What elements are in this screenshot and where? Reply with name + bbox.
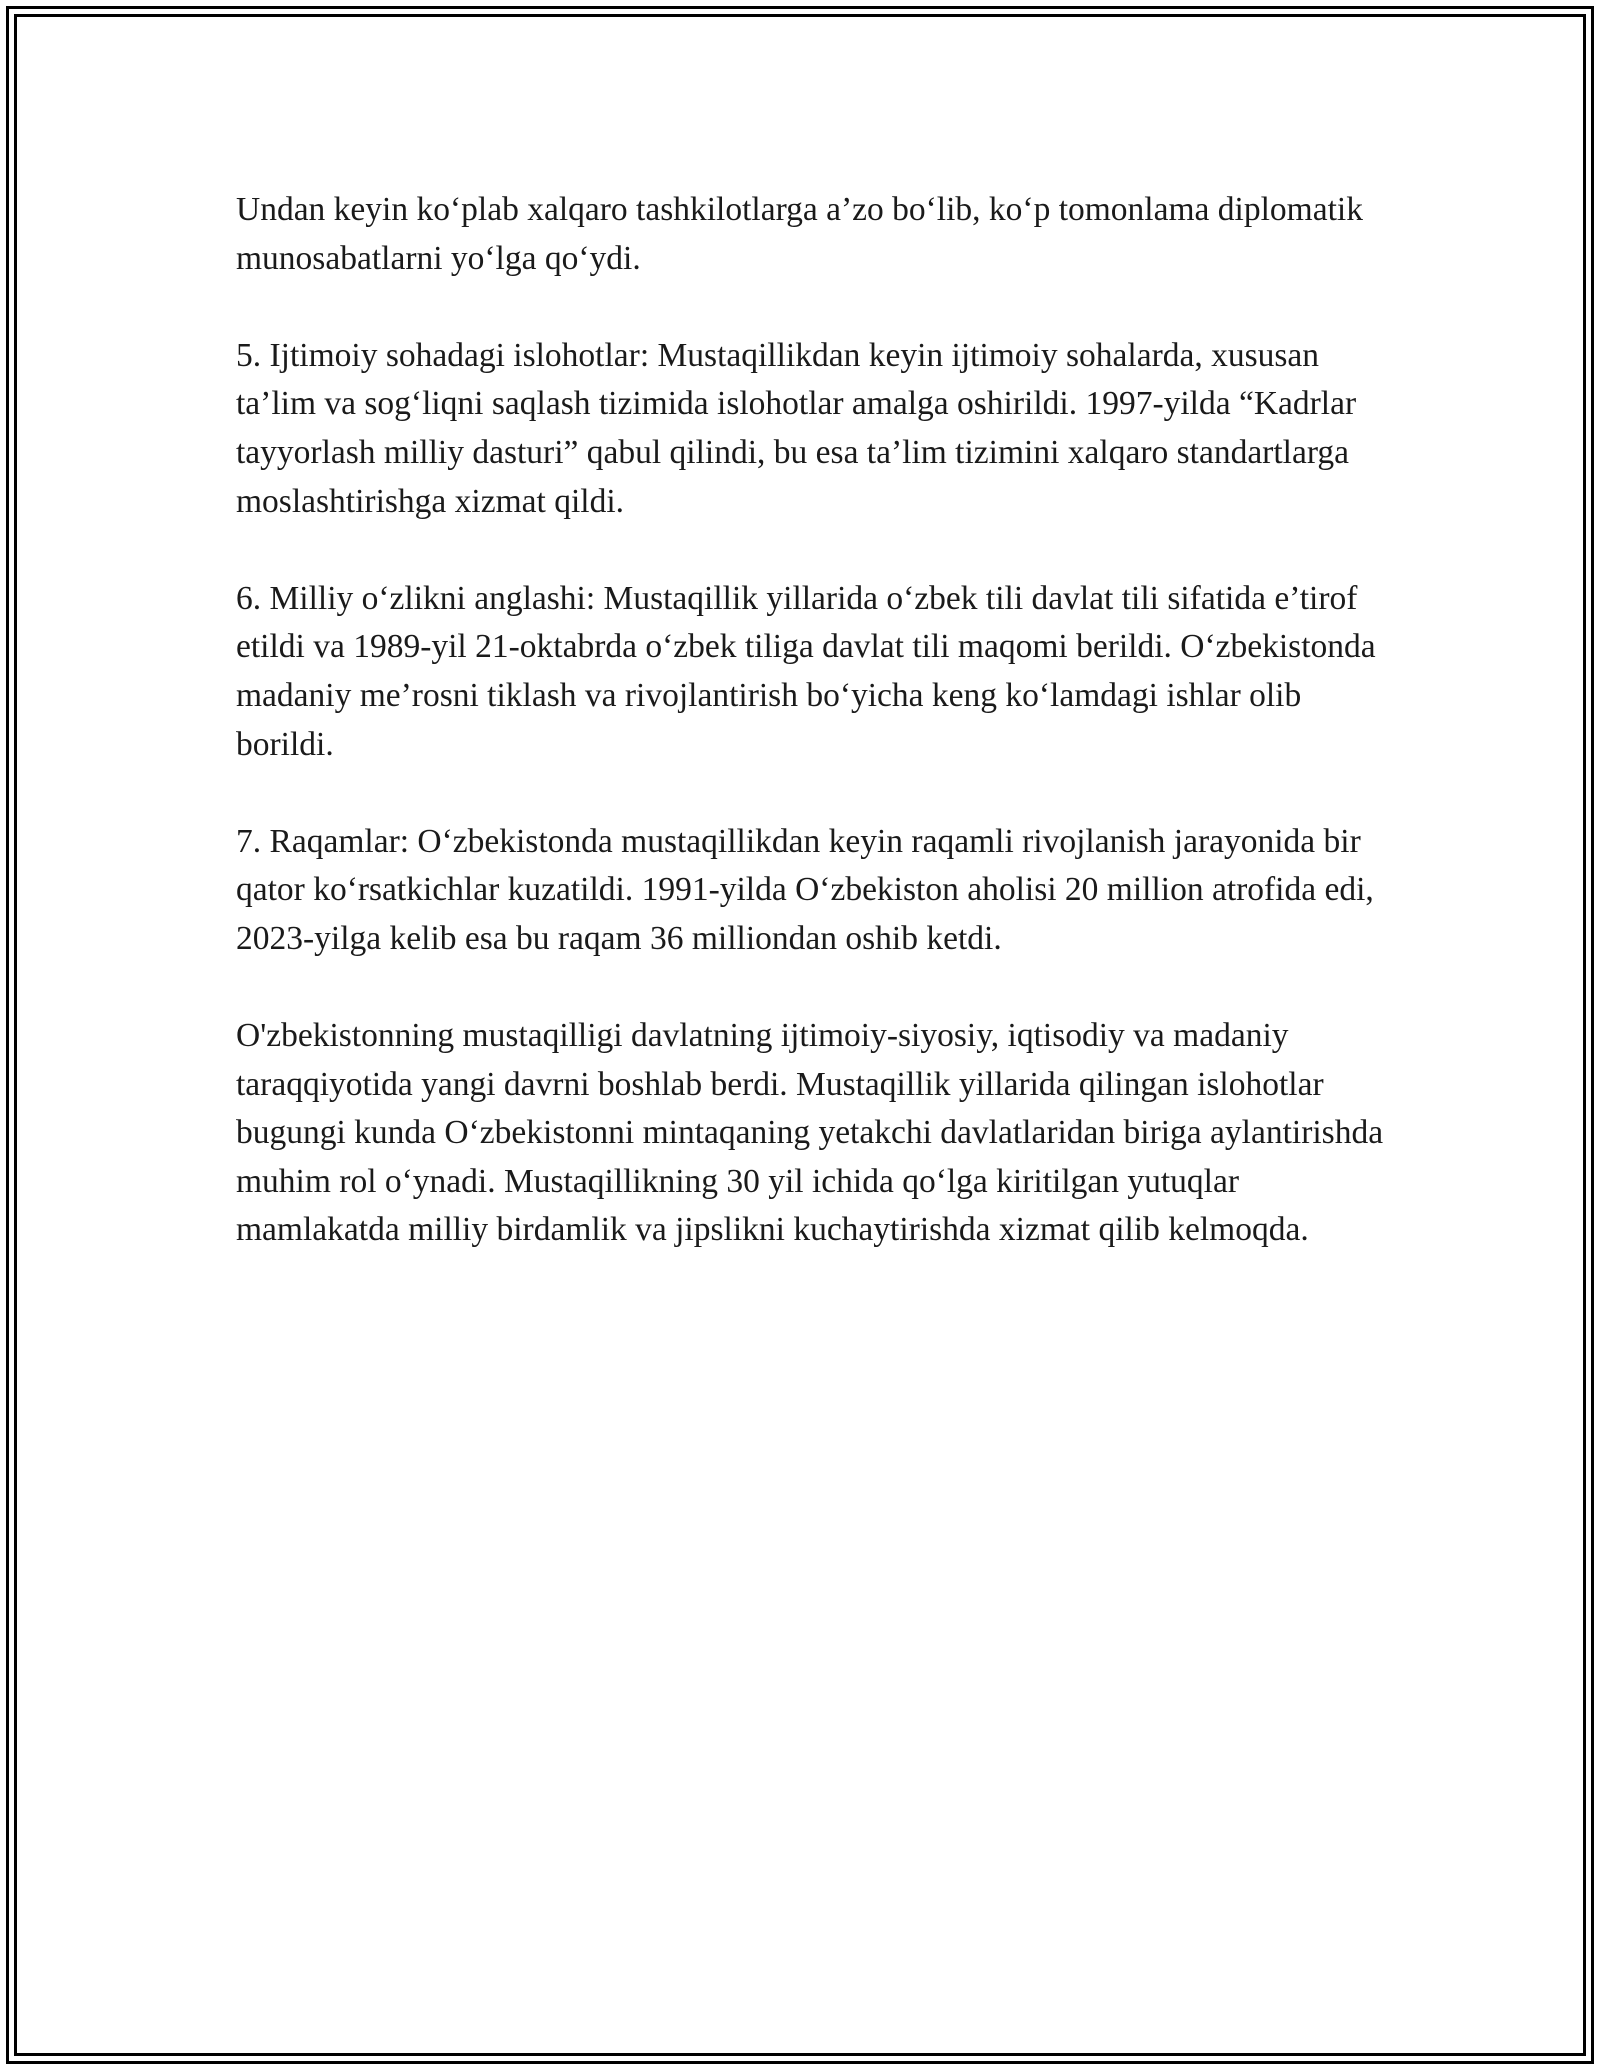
paragraph-national-identity: 6. Milliy o‘zlikni anglashi: Mustaqillik yillarida o‘zbek tili davlat tili sifatida e’tirof etildi va 1989-yil 21-oktabrda o‘zbek tiliga davlat tili maqomi berildi. O‘zbekistonda madaniy me’rosni tiklash va rivojlantirish bo‘yicha keng ko‘lamdagi ishlar olib borildi. — [236, 579, 1376, 763]
paragraph-intro: Undan keyin ko‘plab xalqaro tashkilotlarga a’zo bo‘lib, ko‘p tomonlama diplomatik munosabatlarni yo‘lga qo‘ydi. — [236, 191, 1363, 277]
paragraph-conclusion: O'zbekistonning mustaqilligi davlatning ijtimoiy-siyosiy, iqtisodiy va madaniy taraqqiyotida yangi davrni boshlab berdi. Mustaqillik yillarida qilingan islohotlar bugungi kunda O‘zbekistonni mintaqaning yetakchi davlatlaridan biriga aylantirishda muhim rol o‘ynadi. Mustaqillikning 30 yil ichida qo‘lga kiritilgan yutuqlar mamlakatda milliy birdamlik va jipslikni kuchaytirishda xizmat qilib kelmoqda. — [236, 1017, 1384, 1249]
paragraph-figures: 7. Raqamlar: O‘zbekistonda mustaqillikdan keyin raqamli rivojlanish jarayonida bir qator ko‘rsatkichlar kuzatildi. 1991-yilda O‘zbekiston aholisi 20 million atrofida edi, 2023-yilga kelib esa bu raqam 36 milliondan oshib ketdi. — [236, 822, 1374, 957]
document-body — [236, 186, 1386, 1304]
paragraph-social-reforms: 5. Ijtimoiy sohadagi islohotlar: Mustaqillikdan keyin ijtimoiy sohalarda, xususan ta’lim va sog‘liqni saqlash tizimida islohotlar amalga oshirildi. 1997-yilda “Kadrlar tayyorlash milliy dasturi” qabul qilindi, bu esa ta’lim tizimini xalqaro standartlarga moslashtirishga xizmat qildi. — [236, 336, 1357, 520]
